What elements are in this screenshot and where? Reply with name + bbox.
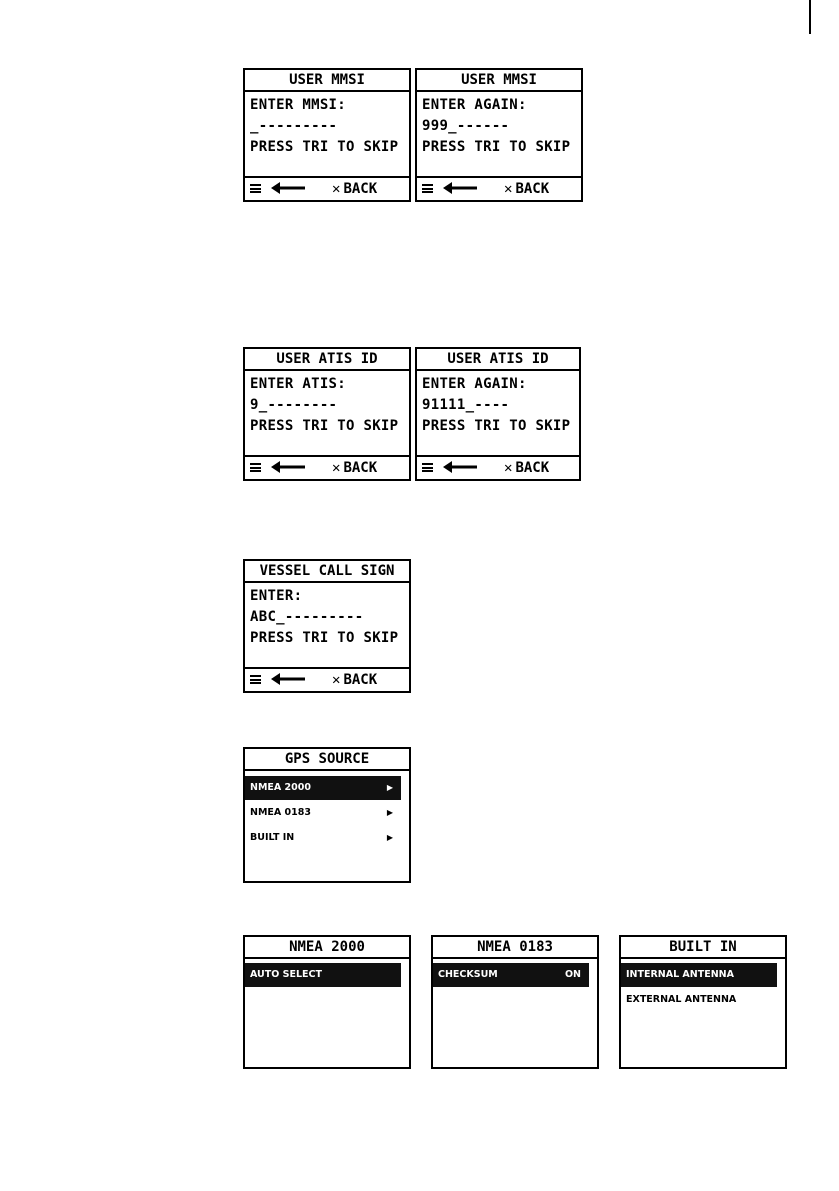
mmsi-input[interactable]: _--------- [250,118,338,134]
menu-icon[interactable] [250,675,261,684]
screen-title: VESSEL CALL SIGN [245,561,409,583]
x-icon: ✕ [332,672,341,688]
skip-hint: PRESS TRI TO SKIP [422,139,571,155]
menu-icon[interactable] [250,463,261,472]
menu-icon[interactable] [422,463,433,472]
skip-hint: PRESS TRI TO SKIP [250,630,399,646]
screen-user-mmsi-enter [243,68,411,202]
back-label: BACK [515,181,550,197]
menu-item-auto-select[interactable] [245,963,401,987]
back-button[interactable] [504,180,549,198]
screen-gps-source [243,747,411,883]
checksum-value: ON [564,969,581,980]
menu-icon[interactable] [250,184,261,193]
menu-item-checksum[interactable] [433,963,589,987]
menu-item-label: BUILT IN [250,832,295,843]
back-button[interactable] [332,671,377,689]
screen-built-in [619,935,787,1069]
x-icon: ✕ [504,181,513,197]
screen-title: BUILT IN [621,937,785,959]
x-icon: ✕ [332,460,341,476]
menu-item-nmea-2000[interactable] [245,776,401,800]
x-icon: ✕ [332,181,341,197]
left-arrow-icon[interactable] [271,672,307,686]
chevron-right-icon: ▶ [386,783,393,792]
prompt-label: ENTER: [250,588,303,604]
x-icon: ✕ [504,460,513,476]
menu-item-label: NMEA 0183 [250,807,311,818]
menu-item-label: INTERNAL ANTENNA [626,969,734,980]
softkey-bar [245,667,409,691]
softkey-bar [245,176,409,200]
menu-item-label: AUTO SELECT [250,969,322,980]
chevron-right-icon: ▶ [386,833,393,842]
screen-title: USER MMSI [245,70,409,92]
screen-title: NMEA 2000 [245,937,409,959]
menu-icon[interactable] [422,184,433,193]
menu-item-external-antenna[interactable] [621,988,777,1012]
screen-title: NMEA 0183 [433,937,597,959]
left-arrow-icon[interactable] [271,181,307,195]
screen-title: USER ATIS ID [245,349,409,371]
corner-margin-line [809,0,811,34]
softkey-bar [245,455,409,479]
menu-item-label: CHECKSUM [438,969,498,980]
screen-vessel-call-sign [243,559,411,693]
atis-input[interactable]: 9_-------- [250,397,338,413]
left-arrow-icon[interactable] [271,460,307,474]
screen-user-atis-again [415,347,581,481]
menu-item-label: EXTERNAL ANTENNA [626,994,737,1005]
skip-hint: PRESS TRI TO SKIP [250,139,399,155]
softkey-bar [417,176,581,200]
screen-title: GPS SOURCE [245,749,409,771]
screen-title: USER MMSI [417,70,581,92]
call-sign-input[interactable]: ABC_--------- [250,609,364,625]
screen-user-atis-enter [243,347,411,481]
back-button[interactable] [504,459,549,477]
back-label: BACK [343,460,378,476]
menu-item-label: NMEA 2000 [250,782,311,793]
screen-nmea-2000 [243,935,411,1069]
screen-nmea-0183 [431,935,599,1069]
atis-input[interactable]: 91111_---- [422,397,510,413]
prompt-label: ENTER MMSI: [250,97,347,113]
softkey-bar [417,455,579,479]
screen-user-mmsi-again [415,68,583,202]
back-label: BACK [343,672,378,688]
menu-item-nmea-0183[interactable] [245,801,401,825]
left-arrow-icon[interactable] [443,181,479,195]
back-label: BACK [343,181,378,197]
prompt-label: ENTER AGAIN: [422,376,527,392]
screen-title: USER ATIS ID [417,349,579,371]
chevron-right-icon: ▶ [386,808,393,817]
skip-hint: PRESS TRI TO SKIP [250,418,399,434]
menu-item-built-in[interactable] [245,826,401,850]
left-arrow-icon[interactable] [443,460,479,474]
skip-hint: PRESS TRI TO SKIP [422,418,571,434]
menu-item-internal-antenna[interactable] [621,963,777,987]
prompt-label: ENTER AGAIN: [422,97,527,113]
mmsi-input[interactable]: 999_------ [422,118,510,134]
back-button[interactable] [332,180,377,198]
prompt-label: ENTER ATIS: [250,376,347,392]
back-button[interactable] [332,459,377,477]
back-label: BACK [515,460,550,476]
